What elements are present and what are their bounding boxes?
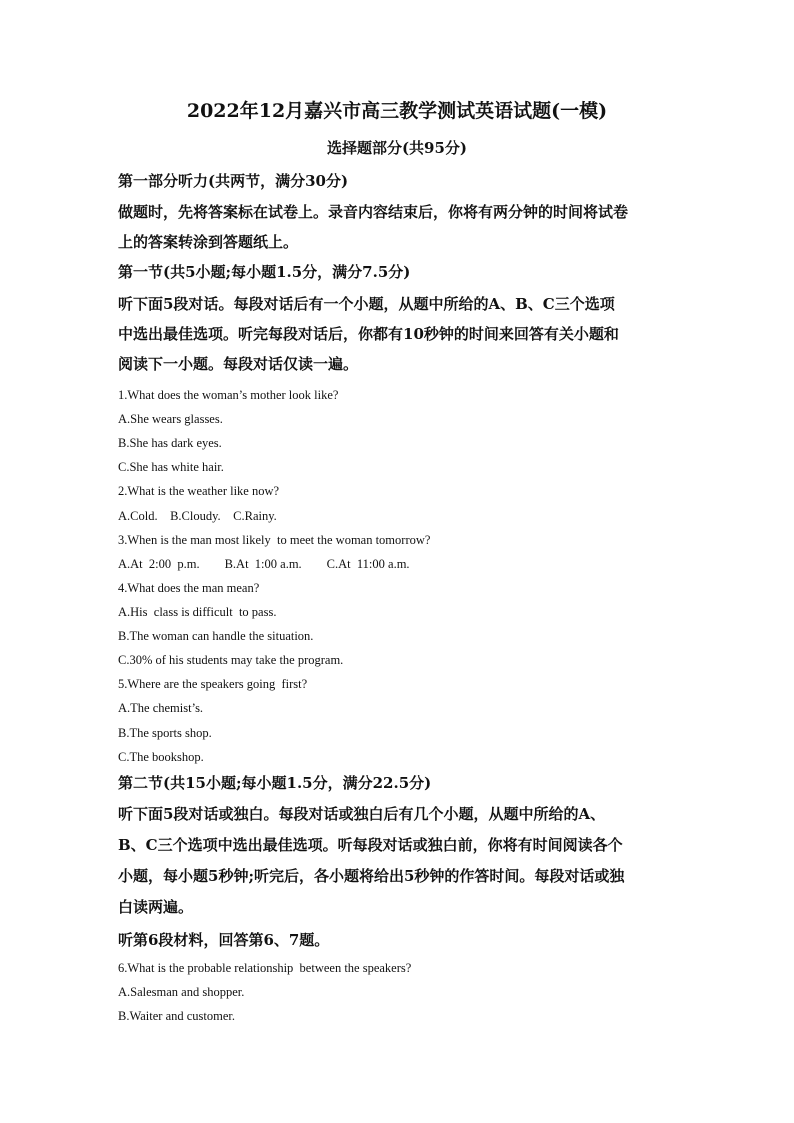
question-1-option-a: A.She wears glasses.	[118, 412, 223, 426]
question-4-option-b: B.The woman can handle the situation.	[118, 629, 314, 643]
question-6-option-b: B.Waiter and customer.	[118, 1009, 236, 1023]
section2-heading: 第二节(共15小题;每小题1.5分，满分22.5分)	[118, 774, 432, 792]
question-2-options: A.Cold. B.Cloudy. C.Rainy.	[118, 509, 277, 523]
section1-instruction-line-2: 中选出最佳选项。听完每段对话后，你都有10秒钟的时间来回答有关小题和	[118, 325, 619, 343]
question-6-stem: 6.What is the probable relationship between the speakers?	[118, 961, 412, 975]
page-title: 2022年12月嘉兴市高三教学测试英语试题(一模)	[186, 100, 608, 122]
section2-instruction-line-2: B、C三个选项中选出最佳选项。听每段对话或独白前，你将有时间阅读各个	[118, 836, 623, 854]
question-5-option-a: A.The chemist’s.	[118, 701, 204, 715]
question-1-stem: 1.What does the woman’s mother look like?	[118, 388, 339, 402]
section1-instruction-line-1: 听下面5段对话。每段对话后有一个小题，从题中所给的A、B、C三个选项	[118, 295, 615, 313]
question-2-stem: 2.What is the weather like now?	[118, 484, 280, 498]
question-5-option-b: B.The sports shop.	[118, 726, 212, 740]
question-5-stem: 5.Where are the speakers going first?	[118, 677, 308, 691]
question-3-stem: 3.When is the man most likely to meet the woman tomorrow?	[118, 533, 431, 547]
page-subtitle: 选择题部分(共95分)	[326, 139, 468, 157]
section2-instruction-line-4: 白读两遍。	[118, 898, 194, 916]
section1-heading: 第一节(共5小题;每小题1.5分，满分7.5分)	[118, 263, 411, 281]
question-6-option-a: A.Salesman and shopper.	[118, 985, 245, 999]
question-4-option-a: A.His class is difficult to pass.	[118, 605, 277, 619]
material-6-heading: 听第6段材料，回答第6、7题。	[118, 931, 330, 949]
question-1-option-c: C.She has white hair.	[118, 460, 224, 474]
question-1-option-b: B.She has dark eyes.	[118, 436, 222, 450]
question-5-option-c: C.The bookshop.	[118, 750, 204, 764]
part1-instruction-line-2: 上的答案转涂到答题纸上。	[118, 233, 299, 251]
question-4-stem: 4.What does the man mean?	[118, 581, 260, 595]
question-3-options: A.At 2:00 p.m. B.At 1:00 a.m. C.At 11:00 a.m.	[118, 557, 410, 571]
part1-instruction-line-1: 做题时，先将答案标在试卷上。录音内容结束后，你将有两分钟的时间将试卷	[118, 203, 629, 221]
part1-heading: 第一部分听力(共两节，满分30分)	[118, 172, 349, 190]
section2-instruction-line-1: 听下面5段对话或独白。每段对话或独白后有几个小题，从题中所给的A、	[118, 805, 606, 823]
section1-instruction-line-3: 阅读下一小题。每段对话仅读一遍。	[118, 355, 359, 373]
section2-instruction-line-3: 小题，每小题5秒钟;听完后，各小题将给出5秒钟的作答时间。每段对话或独	[118, 867, 625, 885]
question-4-option-c: C.30% of his students may take the program.	[118, 653, 344, 667]
